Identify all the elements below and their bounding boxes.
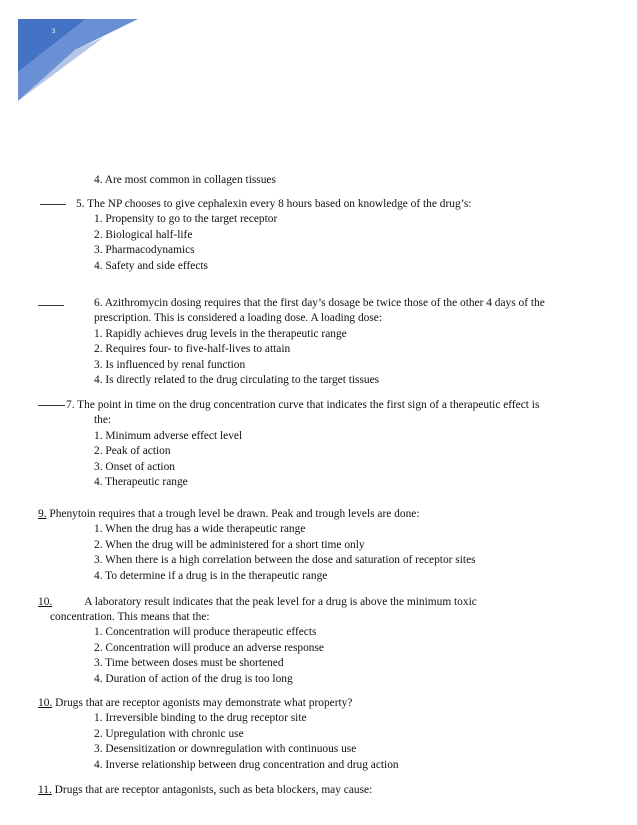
option: 3. Onset of action	[94, 461, 175, 473]
option: 1. Rapidly achieves drug levels in the therapeutic range	[94, 328, 347, 340]
question-9-stem	[38, 507, 419, 522]
question-10b-stem	[38, 696, 352, 711]
stem-text: Phenytoin requires that a trough level be drawn. Peak and trough levels are done:	[46, 508, 420, 520]
question-10a-stem-line2: concentration. This means that the:	[50, 611, 210, 623]
option: 4. Therapeutic range	[94, 476, 188, 488]
question-10a-stem	[38, 595, 477, 610]
option: 1. Propensity to go to the target receptor	[94, 213, 278, 225]
option: 3. Pharmacodynamics	[94, 244, 195, 256]
stem-text: Drugs that are receptor antagonists, such as beta blockers, may cause:	[51, 784, 373, 796]
option: 4. Inverse relationship between drug concentration and drug action	[94, 759, 399, 771]
page-marker: 3	[52, 29, 56, 35]
corner-decoration	[0, 0, 140, 105]
answer-blank[interactable]	[38, 305, 64, 306]
option: 4. Safety and side effects	[94, 260, 208, 272]
option: 1. Irreversible binding to the drug receptor site	[94, 712, 307, 724]
question-number: 11.	[38, 784, 52, 796]
option: 4. Duration of action of the drug is too long	[94, 673, 293, 685]
option: 1. When the drug has a wide therapeutic range	[94, 523, 306, 535]
stem-text: 7. The point in time on the drug concentration curve that indicates the first sign of a therapeutic effect is	[66, 399, 540, 411]
option: 4. Is directly related to the drug circulating to the target tissues	[94, 374, 380, 386]
stem-text: A laboratory result indicates that the peak level for a drug is above the minimum toxic	[84, 596, 477, 608]
option: 4. Are most common in collagen tissues	[94, 174, 276, 186]
option: 2. Requires four- to five-half-lives to attain	[94, 343, 291, 355]
answer-blank[interactable]	[40, 204, 66, 205]
stem-text: Drugs that are receptor agonists may demonstrate what property?	[52, 697, 353, 709]
option: 1. Minimum adverse effect level	[94, 430, 243, 442]
answer-blank[interactable]	[38, 405, 65, 406]
option: 3. Desensitization or downregulation with continuous use	[94, 743, 357, 755]
option: 4. To determine if a drug is in the therapeutic range	[94, 570, 328, 582]
question-6-stem-line2: prescription. This is considered a loading dose. A loading dose:	[94, 312, 382, 324]
question-number: 9.	[38, 508, 47, 520]
option: 2. Concentration will produce an adverse response	[94, 642, 324, 654]
question-5-stem	[40, 197, 471, 212]
question-7-stem	[38, 398, 539, 413]
option: 1. Concentration will produce therapeutic effects	[94, 626, 317, 638]
question-number: 10.	[38, 697, 53, 709]
option: 2. Upregulation with chronic use	[94, 728, 244, 740]
option: 3. When there is a high correlation between the dose and saturation of receptor sites	[94, 554, 476, 566]
option: 2. Peak of action	[94, 445, 171, 457]
stem-text: 5. The NP chooses to give cephalexin every 8 hours based on knowledge of the drug’s:	[76, 198, 472, 210]
question-11-stem	[38, 783, 372, 798]
option: 2. Biological half-life	[94, 229, 193, 241]
option: 2. When the drug will be administered for a short time only	[94, 539, 365, 551]
question-7-stem-line2: the:	[94, 414, 112, 426]
question-number: 10.	[38, 596, 53, 608]
option: 3. Time between doses must be shortened	[94, 657, 284, 669]
option: 3. Is influenced by renal function	[94, 359, 246, 371]
question-6-stem-line1: 6. Azithromycin dosing requires that the first day’s dosage be twice those of the other 4 days of the	[94, 297, 545, 309]
